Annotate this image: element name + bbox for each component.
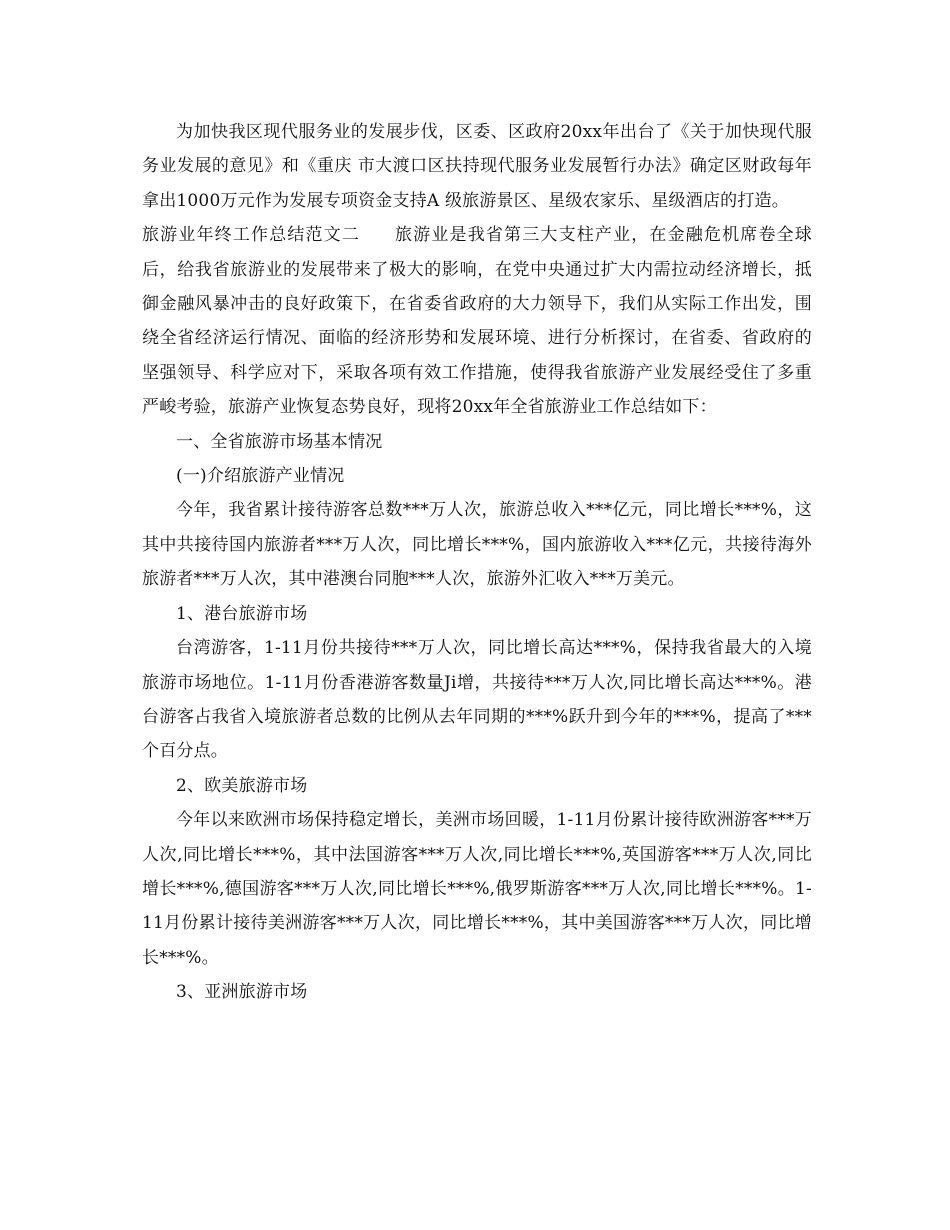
heading-1: 一、全省旅游市场基本情况 bbox=[176, 431, 383, 452]
paragraph-5: 今年以来欧洲市场保持稳定增长，美洲市场回暖，1-11月份累计接待欧洲游客***万人次,同比增长***%，其中法国游客***万人次,同比增长***%,英国游客***万人次,同比增长***%,德国游客***万人次,同比增长***%,俄罗斯游客***万人次,同比增长***%。1-11月份累计接待美洲游客***万人次，同比增长***%，其中美国游客***万人次，同比增长***%。 bbox=[142, 810, 812, 968]
paragraph-1: 为加快我区现代服务业的发展步伐，区委、区政府20xx年出台了《关于加快现代服务业发展的意见》和《重庆 市大渡口区扶持现代服务业发展暂行办法》确定区财政每年拿出1000万元作为发展专项资金支持A 级旅游景区、星级农家乐、星级酒店的打造。 bbox=[142, 122, 812, 211]
document-body bbox=[142, 115, 812, 1010]
heading-4: 2、欧美旅游市场 bbox=[176, 775, 308, 796]
paragraph-3: 今年，我省累计接待游客总数***万人次，旅游总收入***亿元，同比增长***%，这其中共接待国内旅游者***万人次，同比增长***%，国内旅游收入***亿元，共接待海外旅游者***万人次，其中港澳台同胞***人次，旅游外汇收入***万美元。 bbox=[142, 500, 812, 590]
heading-5: 3、亚洲旅游市场 bbox=[176, 982, 308, 1003]
section-title: 旅游业年终工作总结范文二 bbox=[142, 225, 361, 246]
paragraph-4: 台湾游客，1-11月份共接待***万人次，同比增长高达***%，保持我省最大的入境旅游市场地位。1-11月份香港游客数量Ji增，共接待***万人次,同比增长高达***%。港台游客占我省入境旅游者总数的比例从去年同期的***%跃升到今年的***%，提高了***个百分点。 bbox=[142, 638, 812, 762]
paragraph-2 bbox=[142, 218, 812, 424]
heading-3: 1、港台旅游市场 bbox=[176, 603, 308, 624]
paragraph-2-text: 旅游业是我省第三大支柱产业，在金融危机席卷全球后，给我省旅游业的发展带来了极大的影响，在党中央通过扩大内需拉动经济增长，抵御金融风暴冲击的良好政策下，在省委省政府的大力领导下，我们从实际工作出发，围绕全省经济运行情况、面临的经济形势和发展环境、进行分析探讨，在省委、省政府的坚强领导、科学应对下，采取各项有效工作措施，使得我省旅游产业发展经受住了多重严峻考验，旅游产业恢复态势良好，现将20xx年全省旅游业工作总结如下： bbox=[142, 225, 812, 418]
heading-2: (一)介绍旅游产业情况 bbox=[176, 466, 345, 487]
